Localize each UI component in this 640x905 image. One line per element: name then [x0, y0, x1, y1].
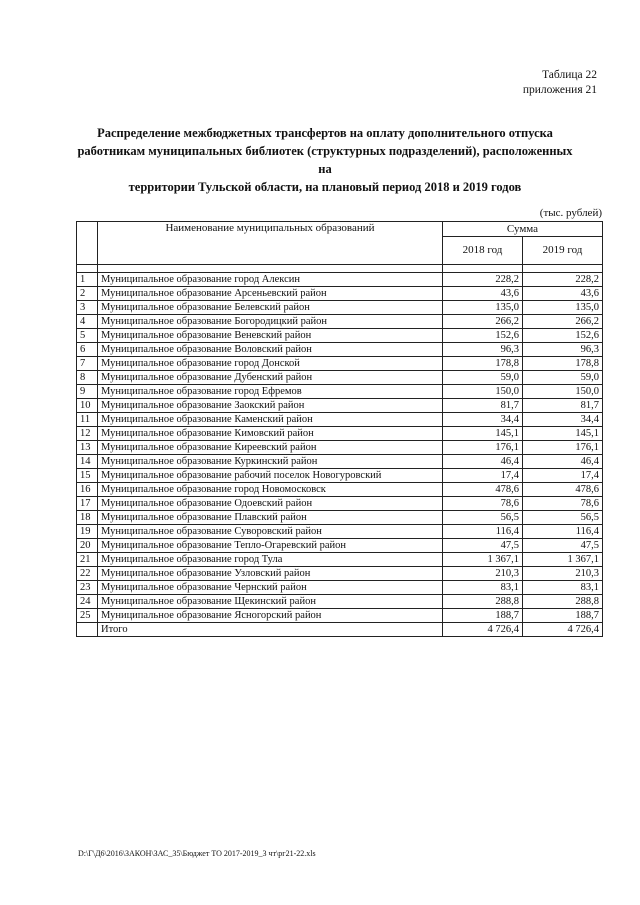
- row-value-2018: 210,3: [443, 567, 523, 581]
- row-number: 18: [77, 511, 98, 525]
- row-value-2018: 176,1: [443, 441, 523, 455]
- table-row: [77, 385, 603, 399]
- row-value-2019: 43,6: [523, 287, 603, 301]
- heading-line-3: территории Тульской области, на плановый период 2018 и 2019 годов: [128, 180, 522, 194]
- row-name: Муниципальное образование Чернский район: [98, 581, 443, 595]
- total-2019: 4 726,4: [523, 623, 603, 637]
- header-sum: Сумма: [443, 222, 603, 237]
- row-value-2019: 46,4: [523, 455, 603, 469]
- row-number: 13: [77, 441, 98, 455]
- table-row: [77, 581, 603, 595]
- table-row: [77, 413, 603, 427]
- table-row: [77, 455, 603, 469]
- row-name: Муниципальное образование город Новомосковск: [98, 483, 443, 497]
- table-row: [77, 567, 603, 581]
- row-value-2018: 96,3: [443, 343, 523, 357]
- row-name: Муниципальное образование Одоевский район: [98, 497, 443, 511]
- row-value-2018: 43,6: [443, 287, 523, 301]
- row-value-2019: 266,2: [523, 315, 603, 329]
- row-name: Муниципальное образование Веневский район: [98, 329, 443, 343]
- row-name: Муниципальное образование рабочий поселок Новогуровский: [98, 469, 443, 483]
- row-value-2019: 150,0: [523, 385, 603, 399]
- row-number: 8: [77, 371, 98, 385]
- row-number: 16: [77, 483, 98, 497]
- table-row: [77, 371, 603, 385]
- row-value-2018: 135,0: [443, 301, 523, 315]
- row-name: Муниципальное образование Воловский район: [98, 343, 443, 357]
- row-value-2019: 116,4: [523, 525, 603, 539]
- row-name: Муниципальное образование Ясногорский район: [98, 609, 443, 623]
- row-value-2019: 59,0: [523, 371, 603, 385]
- table-row: [77, 595, 603, 609]
- row-value-2018: 83,1: [443, 581, 523, 595]
- table-row: [77, 273, 603, 287]
- row-name: Муниципальное образование Белевский район: [98, 301, 443, 315]
- table-caption: [523, 68, 597, 98]
- row-value-2018: 228,2: [443, 273, 523, 287]
- table-row: [77, 609, 603, 623]
- row-number: 4: [77, 315, 98, 329]
- table-row: [77, 399, 603, 413]
- row-value-2018: 178,8: [443, 357, 523, 371]
- row-value-2019: 210,3: [523, 567, 603, 581]
- transfers-table: [76, 221, 603, 637]
- row-number: 25: [77, 609, 98, 623]
- row-name: Муниципальное образование город Донской: [98, 357, 443, 371]
- row-number: 5: [77, 329, 98, 343]
- row-value-2019: 47,5: [523, 539, 603, 553]
- table-number: Таблица 22: [542, 69, 597, 81]
- table-row: [77, 343, 603, 357]
- row-value-2018: 478,6: [443, 483, 523, 497]
- heading-line-1: Распределение межбюджетных трансфертов на оплату дополнительного отпуска: [97, 126, 553, 140]
- row-number: 10: [77, 399, 98, 413]
- row-value-2018: 116,4: [443, 525, 523, 539]
- row-value-2018: 288,8: [443, 595, 523, 609]
- row-value-2019: 478,6: [523, 483, 603, 497]
- row-value-2019: 188,7: [523, 609, 603, 623]
- row-value-2019: 135,0: [523, 301, 603, 315]
- row-name: Муниципальное образование Кимовский район: [98, 427, 443, 441]
- row-name: Муниципальное образование город Тула: [98, 553, 443, 567]
- row-number: 9: [77, 385, 98, 399]
- table-row: [77, 329, 603, 343]
- row-number: 7: [77, 357, 98, 371]
- row-number: 17: [77, 497, 98, 511]
- row-number: 19: [77, 525, 98, 539]
- row-value-2019: 81,7: [523, 399, 603, 413]
- row-number: 21: [77, 553, 98, 567]
- row-number: 3: [77, 301, 98, 315]
- header-2018: 2018 год: [443, 237, 523, 265]
- table-row: [77, 441, 603, 455]
- table-row: [77, 315, 603, 329]
- header-number-cell: [77, 222, 98, 265]
- row-number: 20: [77, 539, 98, 553]
- row-name: Муниципальное образование Плавский район: [98, 511, 443, 525]
- row-name: Муниципальное образование город Алексин: [98, 273, 443, 287]
- row-value-2018: 1 367,1: [443, 553, 523, 567]
- row-value-2019: 78,6: [523, 497, 603, 511]
- row-value-2019: 288,8: [523, 595, 603, 609]
- row-name: Муниципальное образование Каменский район: [98, 413, 443, 427]
- row-value-2019: 56,5: [523, 511, 603, 525]
- row-name: Муниципальное образование Тепло-Огаревский район: [98, 539, 443, 553]
- row-number: 15: [77, 469, 98, 483]
- total-row: [77, 623, 603, 637]
- row-value-2018: 81,7: [443, 399, 523, 413]
- table-row: [77, 287, 603, 301]
- table-row: [77, 483, 603, 497]
- row-value-2018: 150,0: [443, 385, 523, 399]
- row-value-2019: 176,1: [523, 441, 603, 455]
- row-value-2018: 34,4: [443, 413, 523, 427]
- row-value-2019: 1 367,1: [523, 553, 603, 567]
- table-row: [77, 497, 603, 511]
- row-value-2018: 56,5: [443, 511, 523, 525]
- row-number: 1: [77, 273, 98, 287]
- row-name: Муниципальное образование Куркинский район: [98, 455, 443, 469]
- table-row: [77, 511, 603, 525]
- row-value-2018: 266,2: [443, 315, 523, 329]
- row-value-2019: 145,1: [523, 427, 603, 441]
- table-row: [77, 357, 603, 371]
- row-value-2018: 152,6: [443, 329, 523, 343]
- total-2018: 4 726,4: [443, 623, 523, 637]
- row-value-2018: 188,7: [443, 609, 523, 623]
- header-2019: 2019 год: [523, 237, 603, 265]
- row-value-2018: 145,1: [443, 427, 523, 441]
- spacer-row: [77, 265, 603, 273]
- table-row: [77, 427, 603, 441]
- units-label: (тыс. рублей): [539, 207, 602, 219]
- row-name: Муниципальное образование Арсеньевский район: [98, 287, 443, 301]
- row-name: Муниципальное образование Суворовский район: [98, 525, 443, 539]
- row-number: 23: [77, 581, 98, 595]
- table-row: [77, 553, 603, 567]
- row-name: Муниципальное образование Щекинский район: [98, 595, 443, 609]
- row-number: 24: [77, 595, 98, 609]
- row-number: 12: [77, 427, 98, 441]
- row-value-2018: 47,5: [443, 539, 523, 553]
- row-name: Муниципальное образование Дубенский район: [98, 371, 443, 385]
- row-value-2018: 17,4: [443, 469, 523, 483]
- file-path-footer: D:\Г\Д6\2016\ЗАКОН\ЗАС_35\Бюджет ТО 2017-2019_3 чт\рг21-22.xls: [78, 849, 316, 858]
- total-label: Итого: [98, 623, 443, 637]
- table-row: [77, 525, 603, 539]
- row-value-2019: 228,2: [523, 273, 603, 287]
- row-name: Муниципальное образование город Ефремов: [98, 385, 443, 399]
- row-value-2019: 83,1: [523, 581, 603, 595]
- row-value-2018: 78,6: [443, 497, 523, 511]
- row-value-2018: 46,4: [443, 455, 523, 469]
- row-value-2019: 96,3: [523, 343, 603, 357]
- row-number: 11: [77, 413, 98, 427]
- appendix-number: приложения 21: [522, 84, 597, 96]
- row-value-2019: 17,4: [523, 469, 603, 483]
- row-number: 14: [77, 455, 98, 469]
- heading-line-2: работникам муниципальных библиотек (структурных подразделений), расположенных на: [77, 144, 573, 176]
- row-number: 6: [77, 343, 98, 357]
- row-name: Муниципальное образование Киреевский район: [98, 441, 443, 455]
- row-value-2019: 152,6: [523, 329, 603, 343]
- row-value-2019: 178,8: [523, 357, 603, 371]
- row-name: Муниципальное образование Узловский район: [98, 567, 443, 581]
- row-value-2019: 34,4: [523, 413, 603, 427]
- total-number-cell: [77, 623, 98, 637]
- row-value-2018: 59,0: [443, 371, 523, 385]
- row-number: 2: [77, 287, 98, 301]
- header-name: Наименование муниципальных образований: [98, 222, 443, 265]
- document-heading: [70, 124, 580, 196]
- row-name: Муниципальное образование Богородицкий район: [98, 315, 443, 329]
- table-row: [77, 469, 603, 483]
- row-name: Муниципальное образование Заокский район: [98, 399, 443, 413]
- row-number: 22: [77, 567, 98, 581]
- table-row: [77, 539, 603, 553]
- table-row: [77, 301, 603, 315]
